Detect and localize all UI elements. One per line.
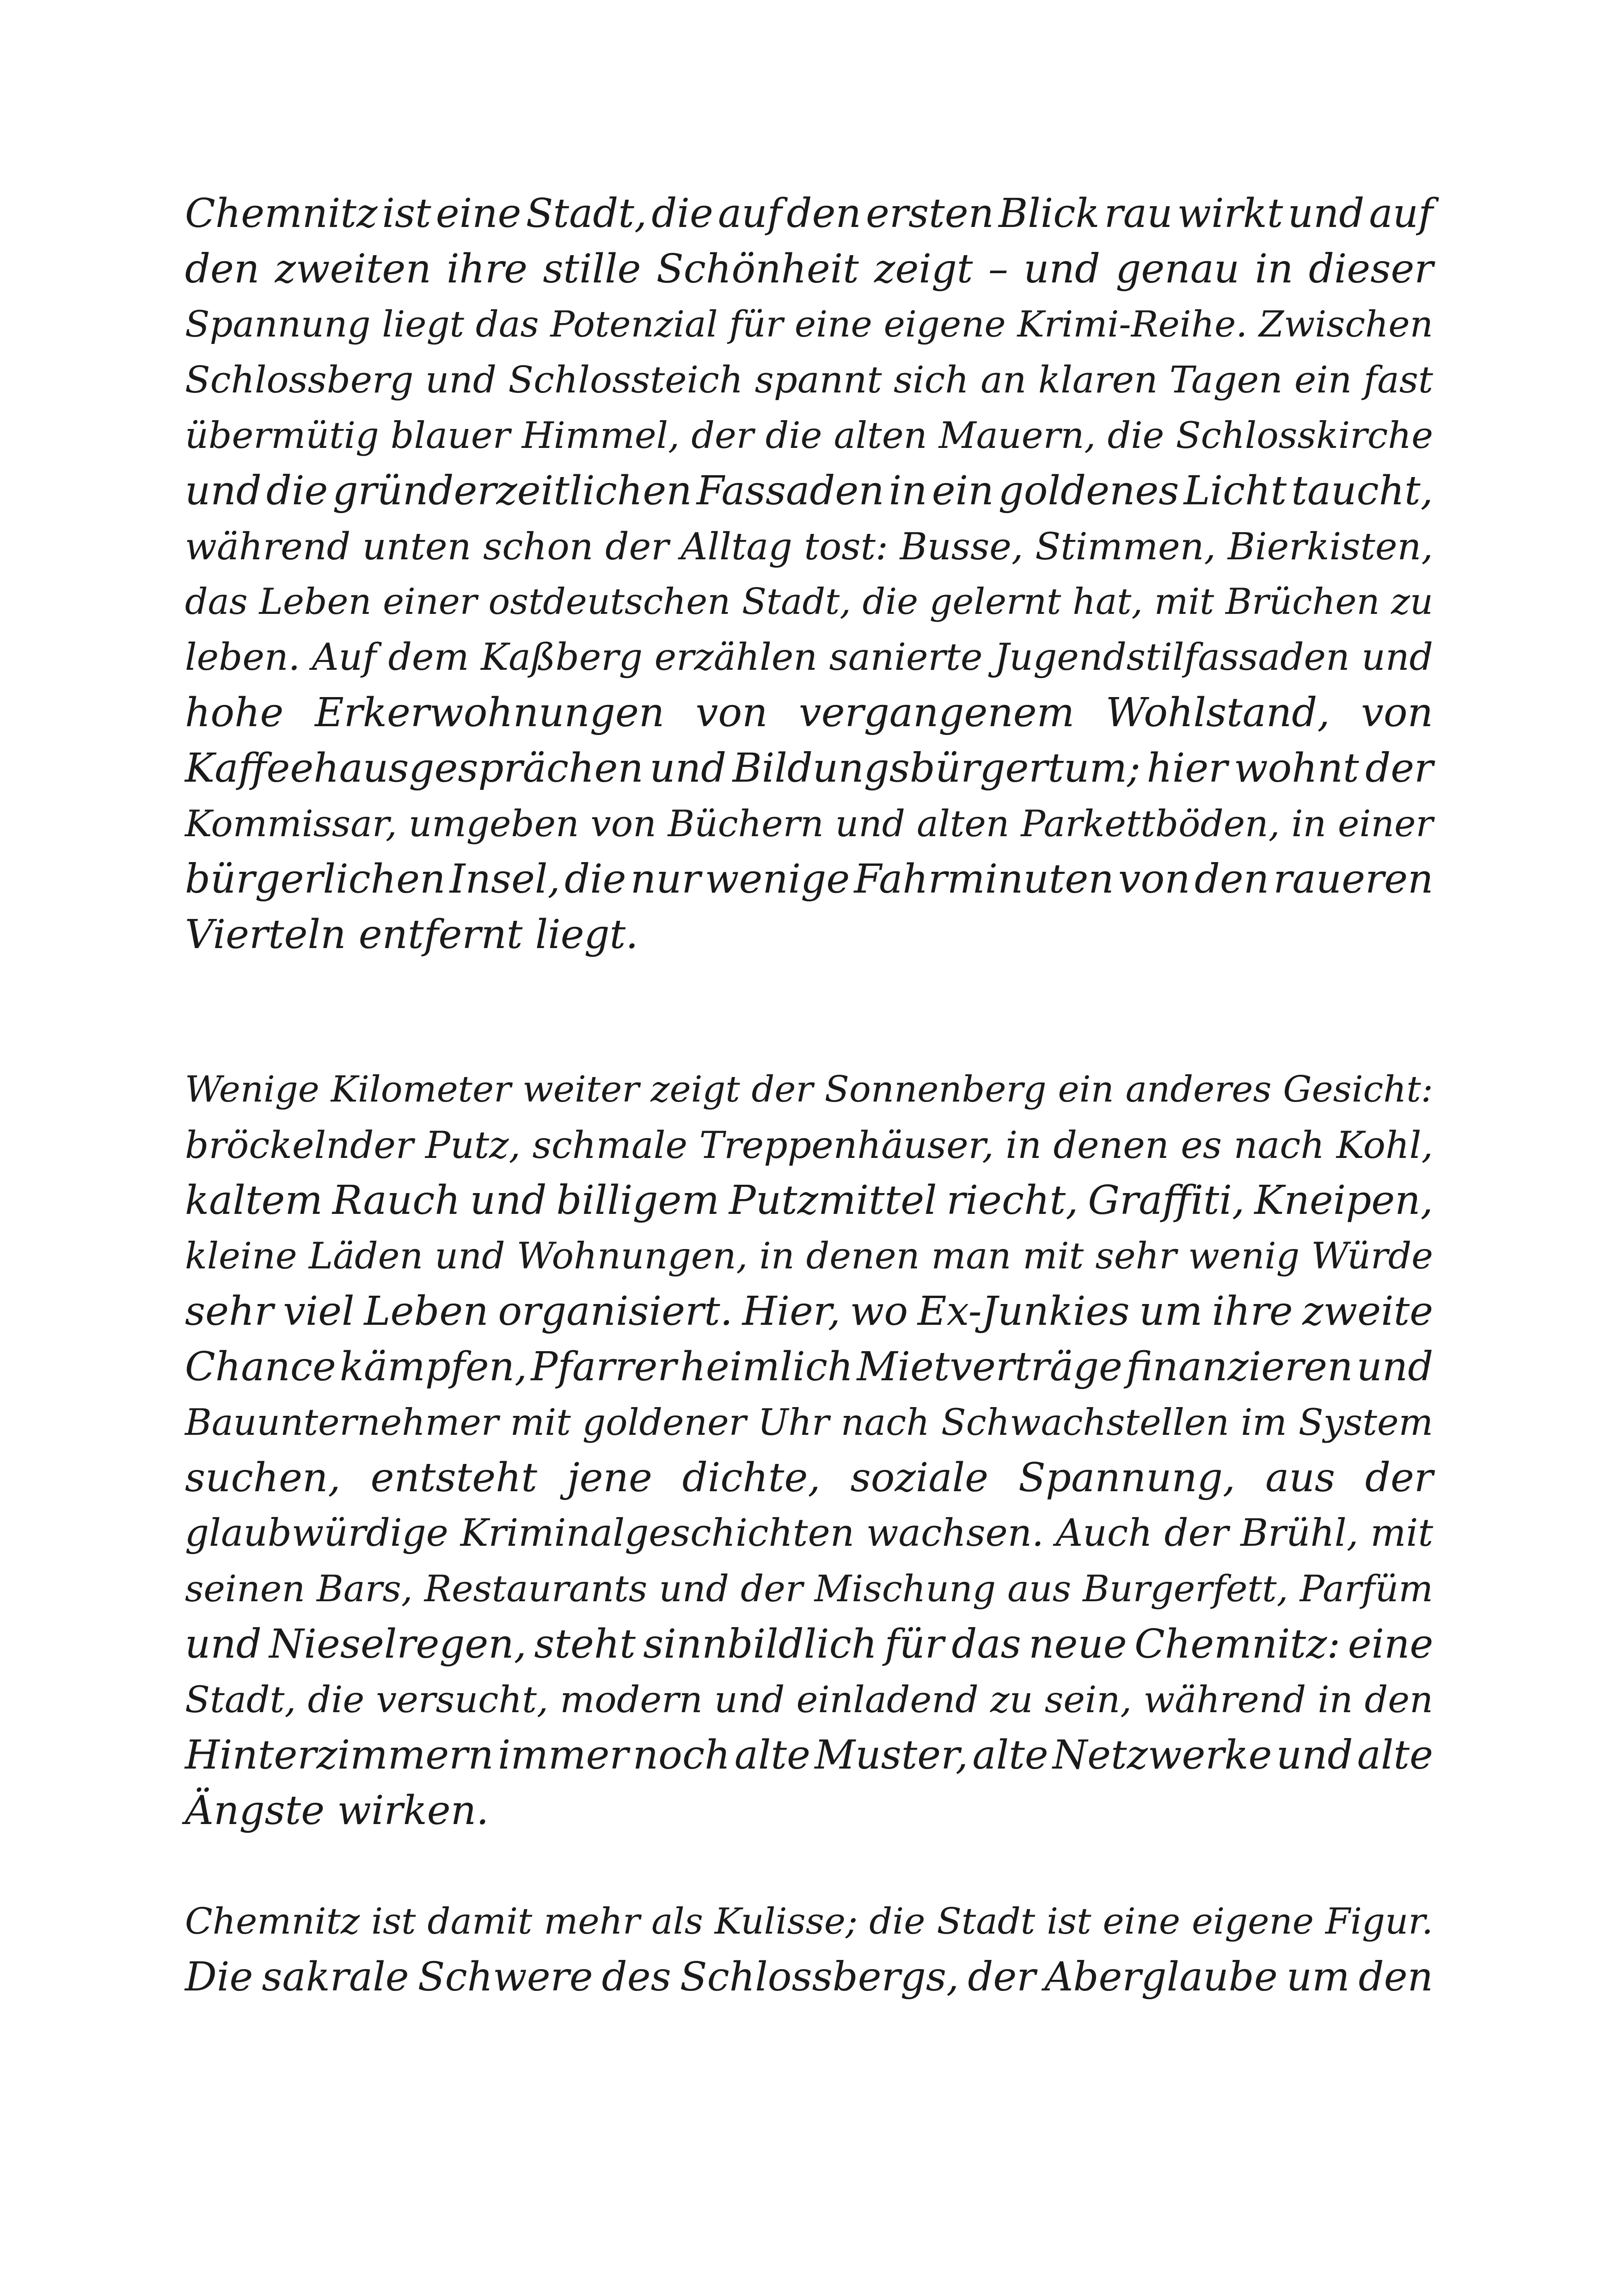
text-line: Kommissar, umgeben von Büchern und alten Parkettböden, in einer [185, 802, 1434, 845]
text-line: bröckelnder Putz, schmale Treppenhäuser, in denen es nach Kohl, [185, 1123, 1433, 1167]
text-line: glaubwürdige Kriminalgeschichten wachsen. Auch der Brühl, mit [185, 1512, 1434, 1555]
text-line: den zweiten ihre stille Schönheit zeigt – und genau in dieser [185, 246, 1434, 292]
text-line: Hinterzimmern immer noch alte Muster, alte Netzwerke und alte [185, 1732, 1433, 1778]
text-line: Bauunternehmer mit goldener Uhr nach Schwachstellen im System [185, 1401, 1433, 1444]
text-line: Chemnitz ist eine Stadt, die auf den ersten Blick rau wirkt und auf [185, 190, 1433, 237]
text-line: seinen Bars, Restaurants und der Mischung aus Burgerfett, Parfüm [185, 1567, 1433, 1610]
text-line: Wenige Kilometer weiter zeigt der Sonnenberg ein anderes Gesicht: [185, 1069, 1433, 1110]
text-line: Die sakrale Schwere des Schlossbergs, der Aberglaube um den [185, 1954, 1433, 2000]
text-line: Ängste wirken. [185, 1788, 489, 1834]
paragraph-1 [185, 186, 1433, 962]
text-line: und Nieselregen, steht sinnbildlich für das neue Chemnitz: eine [185, 1621, 1434, 1667]
text-line: kleine Läden und Wohnungen, in denen man mit sehr wenig Würde [185, 1235, 1433, 1277]
paragraph-2 [185, 1062, 1433, 1838]
text-line: während unten schon der Alltag tost: Busse, Stimmen, Bierkisten, [185, 525, 1433, 568]
text-line: Vierteln entfernt liegt. [185, 912, 638, 958]
text-line: sehr viel Leben organisiert. Hier, wo Ex-Junkies um ihre zweite [185, 1288, 1434, 1335]
text-line: Stadt, die versucht, modern und einladend zu sein, während in den [185, 1678, 1433, 1721]
paragraph-3 [185, 1894, 1433, 2005]
text-line: übermütig blauer Himmel, der die alten Mauern, die Schlosskirche [185, 414, 1433, 457]
text-line: suchen, entsteht jene dichte, soziale Spannung, aus der [185, 1455, 1433, 1501]
text-line: Chemnitz ist damit mehr als Kulisse; die Stadt ist eine eigene Figur. [185, 1900, 1433, 1942]
text-line: Schlossberg und Schlossteich spannt sich an klaren Tagen ein fast [185, 358, 1433, 401]
text-line: kaltem Rauch und billigem Putzmittel riecht, Graffiti, Kneipen, [185, 1177, 1433, 1224]
text-line: bürgerlichen Insel, die nur wenige Fahrminuten von den raueren [185, 856, 1434, 902]
text-line: und die gründerzeitlichen Fassaden in ein goldenes Licht taucht, [185, 468, 1433, 514]
text-line: Chance kämpfen, Pfarrer heimlich Mietverträge finanzieren und [185, 1344, 1434, 1390]
text-line: Kaffeehausgesprächen und Bildungsbürgertum; hier wohnt der [185, 745, 1434, 791]
text-line: das Leben einer ostdeutschen Stadt, die gelernt hat, mit Brüchen zu [185, 581, 1433, 623]
text-line: Spannung liegt das Potenzial für eine eigene Krimi-Reihe. Zwischen [185, 303, 1433, 345]
text-line: hohe Erkerwohnungen von vergangenem Wohlstand, von [185, 690, 1433, 736]
text-line: leben. Auf dem Kaßberg erzählen sanierte Jugendstilfassaden und [185, 636, 1433, 679]
